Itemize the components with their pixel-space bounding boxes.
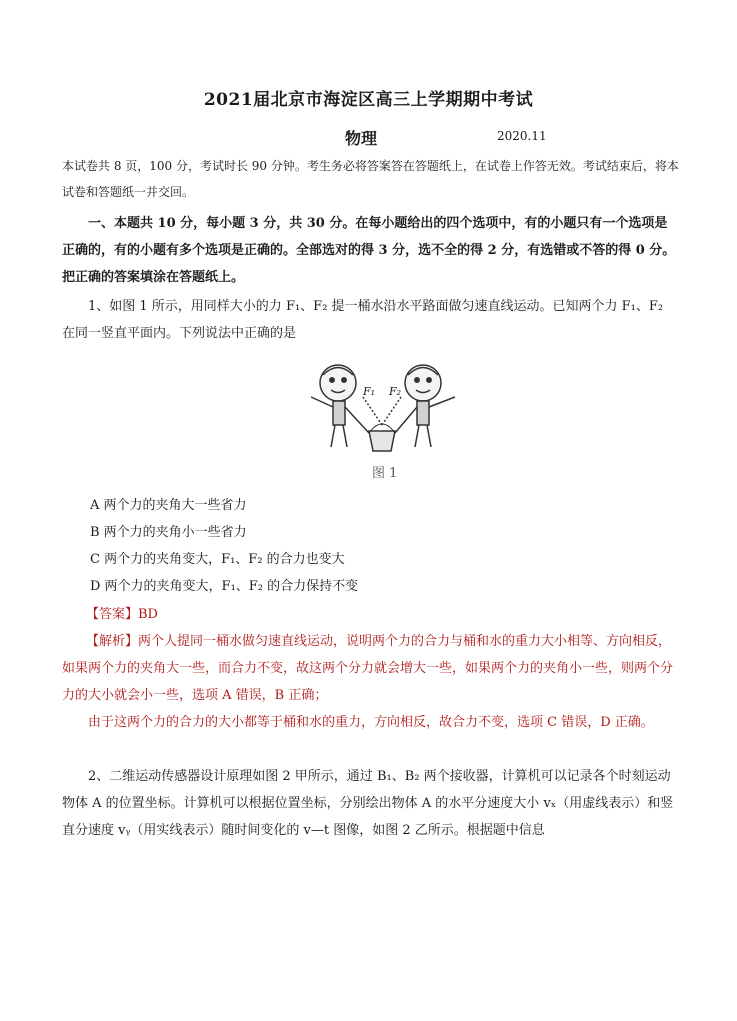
section-instructions: 一、本题共 10 分，每小题 3 分，共 30 分。在每小题给出的四个选项中，有的小题只有一个选项是正确的，有的小题有多个选项是正确的。全部选对的得 3 分，选不全的得 2 分，有选错或不答的得 0 分。把正确的答案填涂在答题纸上。	[62, 216, 676, 285]
analysis-paragraph-1: 【解析】两个人提同一桶水做匀速直线运动，说明两个力的合力与桶和水的重力大小相等、方向相反，如果两个力的夹角大一些，而合力不变，故这两个分力就会增大一些，如果两个力的夹角小一些，则两个分力的大小就会小一些，选项 A 错误，B 正确；	[62, 634, 674, 703]
option-a: A 两个力的夹角大一些省力	[90, 498, 247, 513]
exam-notice: 本试卷共 8 页，100 分，考试时长 90 分钟。考生务必将答案答在答题纸上，在试卷上作答无效。考试结束后，将本试卷和答题纸一并交回。	[62, 159, 679, 199]
option-d: D 两个力的夹角变大，F₁、F₂ 的合力保持不变	[90, 579, 359, 594]
option-c: C 两个力的夹角变大，F₁、F₂ 的合力也变大	[90, 552, 345, 567]
question-2-stem: 2、二维运动传感器设计原理如图 2 甲所示，通过 B₁、B₂ 两个接收器，计算机可以记录各个时刻运动物体 A 的位置坐标。计算机可以根据位置坐标，分别绘出物体 A 的水平分速度大小 vₓ（用虚线表示）和竖直分速度 vᵧ（用实线表示）随时间变化的 v—t 图像，如图 2 乙所示。根据题中信息	[62, 769, 674, 838]
figure-1-caption: 图 1	[372, 466, 398, 481]
figure-label-f1: F₁	[363, 385, 376, 398]
option-b: B 两个力的夹角小一些省力	[90, 525, 247, 540]
subject-label: 物理	[345, 129, 378, 148]
exam-title: 2021届北京市海淀区高三上学期期中考试	[203, 90, 534, 110]
figure-label-f2: F₂	[389, 385, 402, 398]
figure-1-illustration	[303, 355, 463, 455]
answer-label: 【答案】BD	[86, 607, 158, 622]
exam-date: 2020.11	[497, 129, 547, 143]
analysis-paragraph-2: 由于这两个力的合力的大小都等于桶和水的重力，方向相反，故合力不变，选项 C 错误，D 正确。	[88, 715, 654, 730]
question-1-stem: 1、如图 1 所示，用同样大小的力 F₁、F₂ 提一桶水沿水平路面做匀速直线运动。已知两个力 F₁、F₂ 在同一竖直平面内。下列说法中正确的是	[62, 299, 664, 341]
